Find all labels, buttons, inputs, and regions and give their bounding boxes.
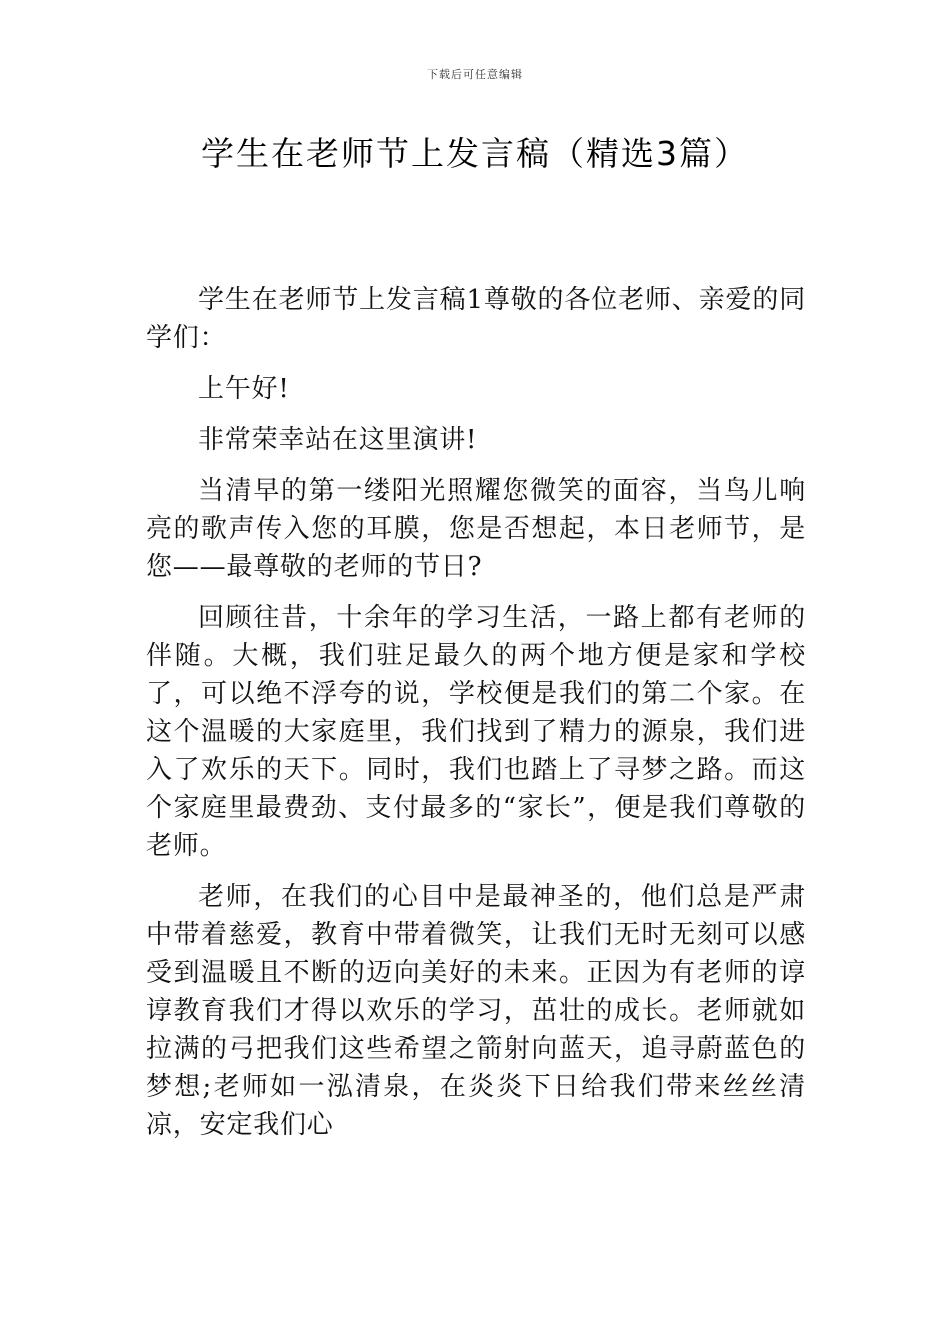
paragraph: 回顾往昔，十余年的学习生活，一路上都有老师的伴随。大概，我们驻足最久的两个地方便是家和学校了，可以绝不浮夸的说，学校便是我们的第二个家。在这个温暖的大家庭里，我们找到了精力的源泉，我们进入了欢乐的天下。同时，我们也踏上了寻梦之路。而这个家庭里最费劲、支付最多的“家长”，便是我们尊敬的老师。 [146,603,806,861]
paragraph: 上午好! [198,374,290,404]
paragraph: 学生在老师节上发言稿1尊敬的各位老师、亲爱的同学们： [146,285,806,353]
document-title: 学生在老师节上发言稿（精选3篇） [201,134,749,173]
document-body [146,281,806,1157]
paragraph: 当清早的第一缕阳光照耀您微笑的面容，当鸟儿响亮的歌声传入您的耳膜，您是否想起，本日老师节，是您——最尊敬的老师的节日? [146,476,806,582]
header-note: 下载后可任意编辑 [427,68,523,81]
paragraph: 非常荣幸站在这里演讲! [198,425,478,455]
paragraph: 老师，在我们的心目中是最神圣的，他们总是严肃中带着慈爱，教育中带着微笑，让我们无时无刻可以感受到温暖且不断的迈向美好的未来。正因为有老师的谆谆教育我们才得以欢乐的学习，茁壮的成长。老师就如拉满的弓把我们这些希望之箭射向蓝天，追寻蔚蓝色的梦想;老师如一泓清泉，在炎炎下日给我们带来丝丝清凉，安定我们心 [146,882,806,1140]
